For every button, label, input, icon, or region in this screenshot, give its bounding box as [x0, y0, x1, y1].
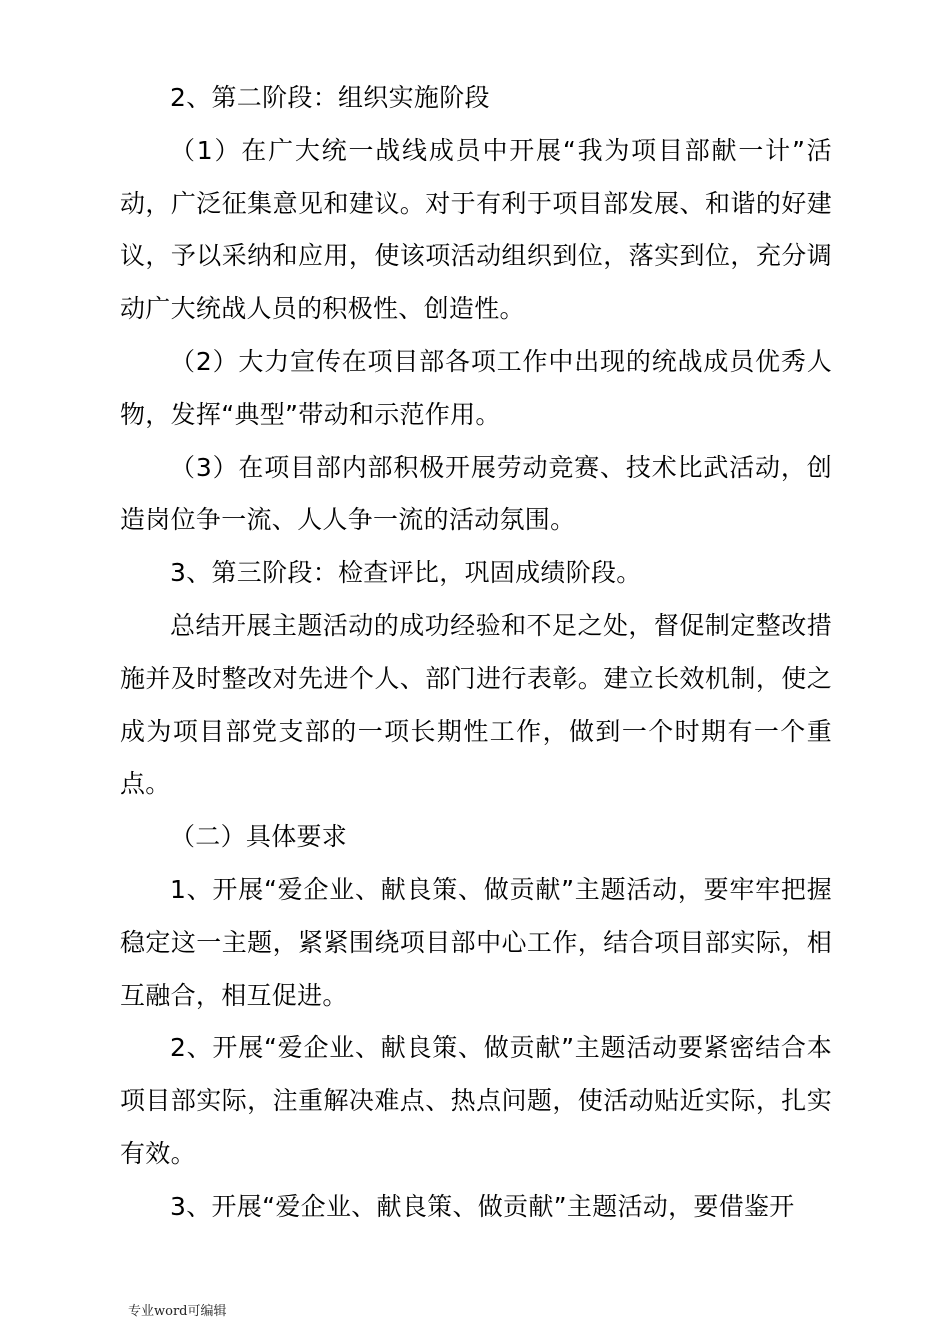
requirement-1: 1、开展“爱企业、献良策、做贡献”主题活动，要牢牢把握稳定这一主题，紧紧围绕项目部中心工作，结合项目部实际，相互融合，相互促进。 — [120, 874, 832, 1010]
requirement-2: 2、开展“爱企业、献良策、做贡献”主题活动要紧密结合本项目部实际，注重解决难点、热点问题，使活动贴近实际，扎实有效。 — [120, 1033, 832, 1168]
requirement-3: 3、开展“爱企业、献良策、做贡献”主题活动，要借鉴开 — [170, 1191, 795, 1221]
stage-two-heading: 2、第二阶段：组织实施阶段 — [170, 83, 490, 112]
paragraph-item-2: （2）大力宣传在项目部各项工作中出现的统战成员优秀人物，发挥“典型”带动和示范作用。 — [120, 346, 832, 429]
paragraph-item-3: （3）在项目部内部积极开展劳动竞赛、技术比武活动，创造岗位争一流、人人争一流的活动氛围。 — [120, 452, 832, 535]
stage-three-heading: 3、第三阶段：检查评比，巩固成绩阶段。 — [170, 558, 642, 588]
paragraph-item-1: （1）在广大统一战线成员中开展“我为项目部献一计”活动，广泛征集意见和建议。对于有利于项目部发展、和谐的好建议，予以采纳和应用，使该项活动组织到位，落实到位，充分调动广大统战人员的积极性、创造性。 — [120, 135, 832, 324]
document-body — [120, 72, 832, 1234]
requirements-heading: （二）具体要求 — [170, 822, 348, 852]
page-footer: 专业word可编辑 — [128, 1304, 227, 1319]
summary-paragraph: 总结开展主题活动的成功经验和不足之处，督促制定整改措施并及时整改对先进个人、部门进行表彰。建立长效机制，使之成为项目部党支部的一项长期性工作，做到一个时期有一个重点。 — [120, 610, 832, 799]
